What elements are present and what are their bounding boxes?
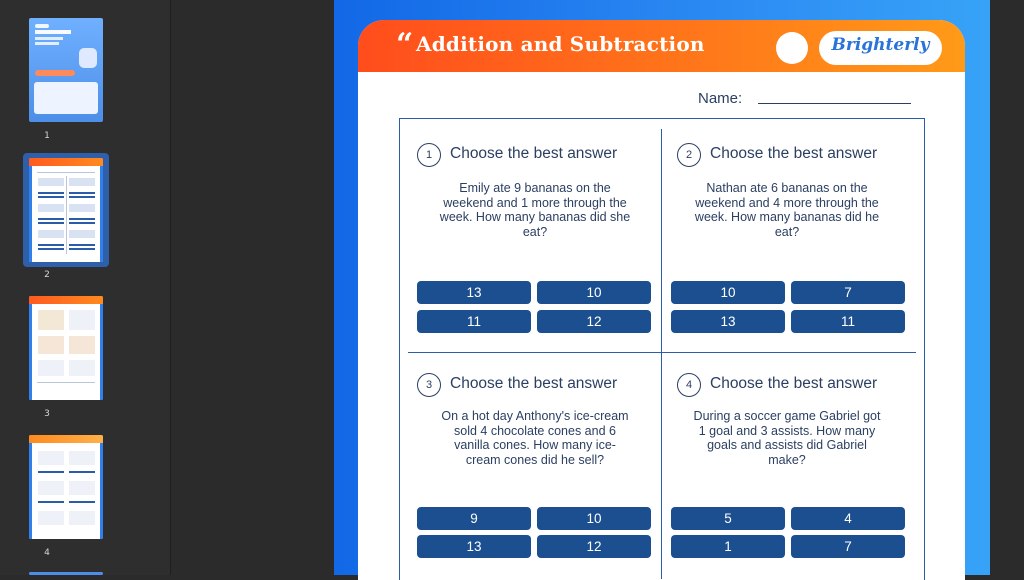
question-2 bbox=[677, 143, 927, 343]
answer-button[interactable]: 4 bbox=[791, 507, 905, 530]
quote-icon: “ bbox=[396, 27, 414, 62]
question-text: Nathan ate 6 bananas on the weekend and 4 more through the week. How many bananas did he eat? bbox=[694, 181, 880, 239]
answer-button[interactable]: 10 bbox=[537, 281, 651, 304]
question-heading: Choose the best answer bbox=[710, 145, 878, 162]
brand-logo-text: Brighterly bbox=[831, 35, 930, 55]
answer-button[interactable]: 1 bbox=[671, 535, 785, 558]
answer-button[interactable]: 12 bbox=[537, 535, 651, 558]
page-number-2: 2 bbox=[44, 270, 50, 280]
answer-button[interactable]: 11 bbox=[791, 310, 905, 333]
question-number-badge: 1 bbox=[417, 143, 441, 167]
answer-button[interactable]: 13 bbox=[417, 281, 531, 304]
page-thumbnails-sidebar bbox=[0, 0, 171, 575]
worksheet-page bbox=[358, 20, 965, 580]
page-thumbnail-1[interactable] bbox=[29, 18, 103, 122]
name-underline bbox=[758, 103, 911, 104]
question-number-badge: 2 bbox=[677, 143, 701, 167]
question-1 bbox=[417, 143, 667, 343]
question-heading: Choose the best answer bbox=[710, 375, 878, 392]
question-3 bbox=[417, 373, 667, 573]
questions-grid bbox=[399, 118, 925, 580]
answer-button[interactable]: 11 bbox=[417, 310, 531, 333]
brand-logo bbox=[819, 31, 942, 65]
page-number-4: 4 bbox=[44, 548, 50, 558]
worksheet-title: Addition and Subtraction bbox=[416, 32, 705, 56]
page-number-1: 1 bbox=[44, 131, 50, 141]
page-thumbnail-3[interactable] bbox=[29, 296, 103, 400]
answer-button[interactable]: 5 bbox=[671, 507, 785, 530]
question-text: Emily ate 9 bananas on the weekend and 1 more through the week. How many bananas did she eat? bbox=[439, 181, 631, 239]
worksheet-title-bar bbox=[358, 20, 965, 72]
answer-button[interactable]: 10 bbox=[671, 281, 785, 304]
answer-button[interactable]: 13 bbox=[671, 310, 785, 333]
answer-button[interactable]: 10 bbox=[537, 507, 651, 530]
page-number-3: 3 bbox=[44, 409, 50, 419]
question-heading: Choose the best answer bbox=[450, 375, 618, 392]
question-number-badge: 4 bbox=[677, 373, 701, 397]
name-label: Name: bbox=[698, 90, 743, 107]
question-text: During a soccer game Gabriel got 1 goal and 3 assists. How many goals and assists did Gabriel make? bbox=[693, 409, 881, 467]
page-thumbnail-4[interactable] bbox=[29, 435, 103, 539]
answer-button[interactable]: 7 bbox=[791, 281, 905, 304]
page-thumbnail-2[interactable] bbox=[29, 158, 103, 262]
answer-button[interactable]: 13 bbox=[417, 535, 531, 558]
question-text: On a hot day Anthony's ice-cream sold 4 chocolate cones and 6 vanilla cones. How many ice- cream cones did he sell? bbox=[441, 409, 629, 467]
answer-button[interactable]: 7 bbox=[791, 535, 905, 558]
question-number-badge: 3 bbox=[417, 373, 441, 397]
question-4 bbox=[677, 373, 927, 573]
answer-button[interactable]: 12 bbox=[537, 310, 651, 333]
horizontal-divider bbox=[408, 352, 916, 353]
circle-icon bbox=[776, 32, 808, 64]
answer-button[interactable]: 9 bbox=[417, 507, 531, 530]
question-heading: Choose the best answer bbox=[450, 145, 618, 162]
